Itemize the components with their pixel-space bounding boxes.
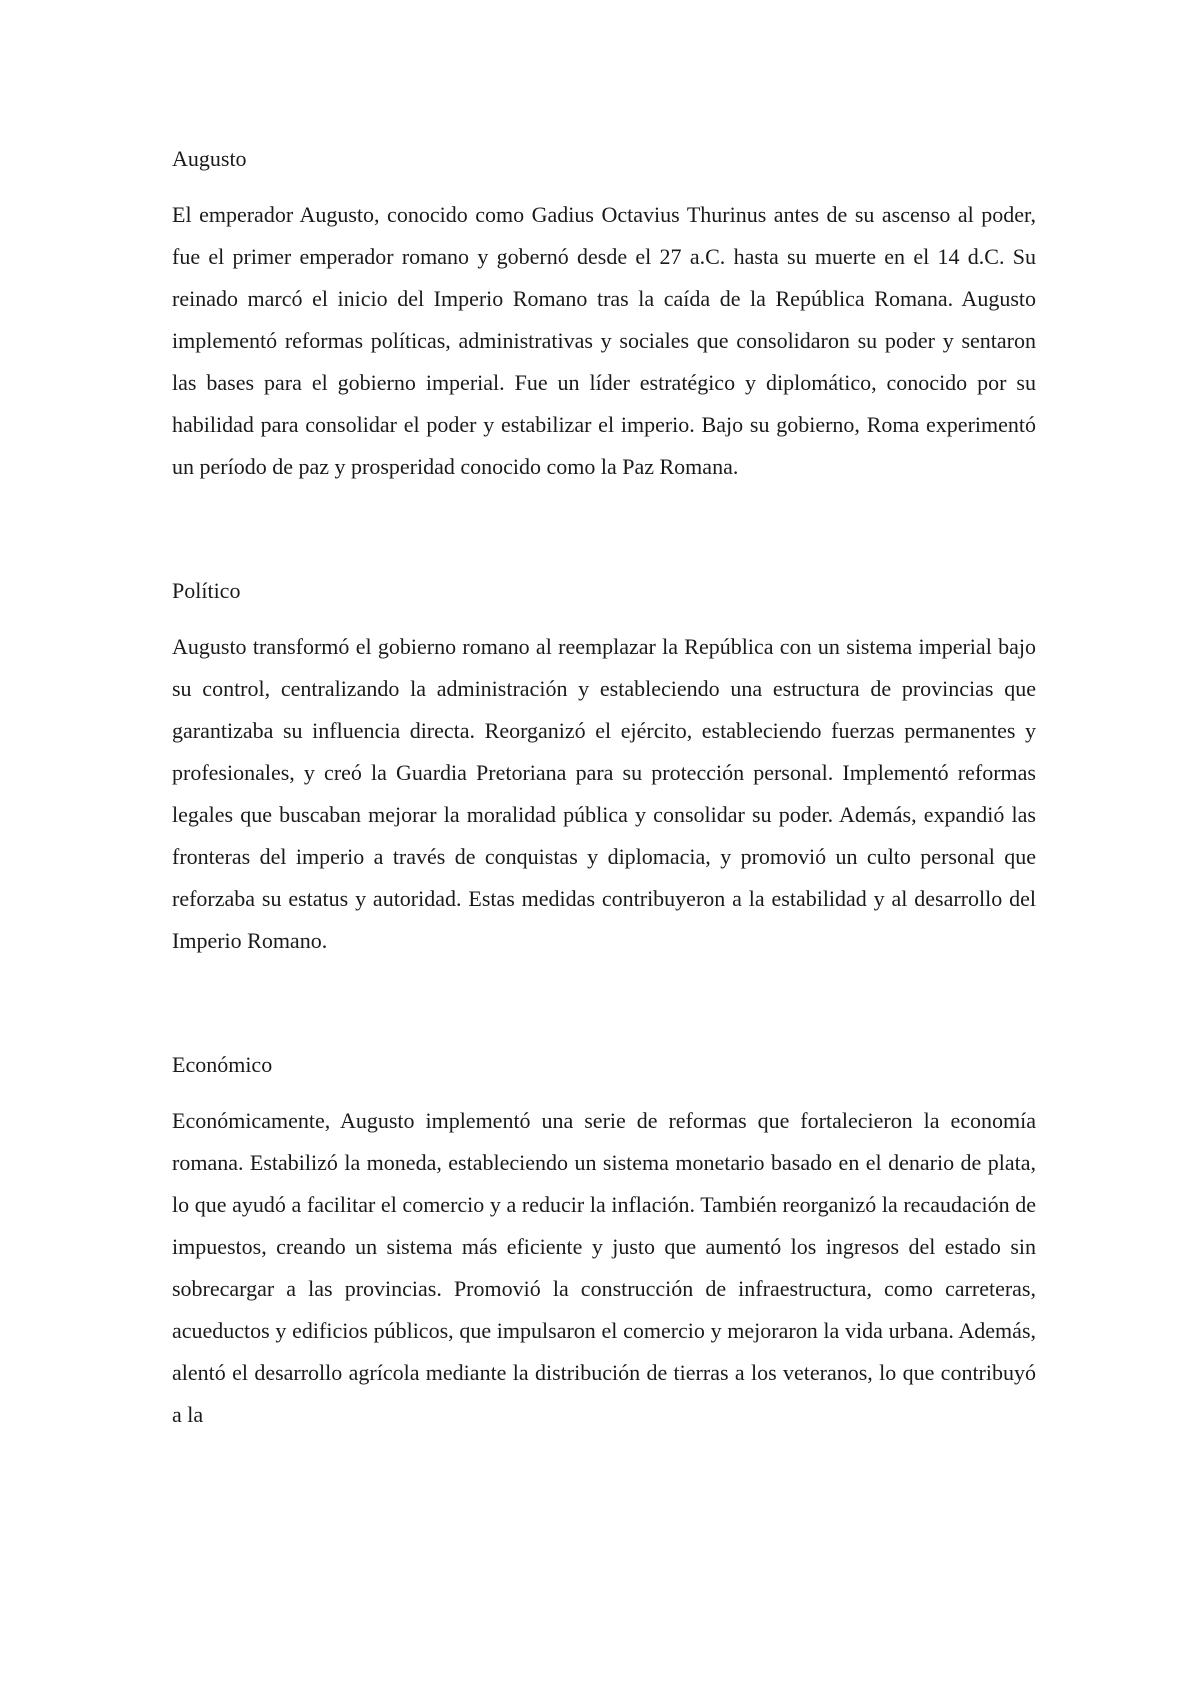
section-augusto [172, 138, 1036, 488]
section-title: Económico [172, 1052, 273, 1077]
section-paragraph: El emperador Augusto, conocido como Gadius Octavius Thurinus antes de su ascenso al poder, fue el primer emperador romano y gobernó desde el 27 a.C. hasta su muerte en el 14 d.C. Su reinado marcó el inicio del Imperio Romano tras la caída de la República Romana. Augusto implementó reformas políticas, administrativas y sociales que consolidaron su poder y sentaron las bases para el gobierno imperial. Fue un líder estratégico y diplomático, conocido por su habilidad para consolidar el poder y estabilizar el imperio. Bajo su gobierno, Roma experimentó un período de paz y prosperidad conocido como la Paz Romana. [172, 202, 1036, 479]
section-title: Augusto [172, 146, 247, 171]
section-paragraph: Augusto transformó el gobierno romano al reemplazar la República con un sistema imperial bajo su control, centralizando la administración y estableciendo una estructura de provincias que garantizaba su influencia directa. Reorganizó el ejército, estableciendo fuerzas permanentes y profesionales, y creó la Guardia Pretoriana para su protección personal. Implementó reformas legales que buscaban mejorar la moralidad pública y consolidar su poder. Además, expandió las fronteras del imperio a través de conquistas y diplomacia, y promovió un culto personal que reforzaba su estatus y autoridad. Estas medidas contribuyeron a la estabilidad y al desarrollo del Imperio Romano. [172, 634, 1036, 953]
document-content [172, 138, 1036, 1436]
section-politico [172, 570, 1036, 962]
section-economico [172, 1044, 1036, 1436]
section-title: Político [172, 578, 241, 603]
section-paragraph: Económicamente, Augusto implementó una serie de reformas que fortalecieron la economía romana. Estabilizó la moneda, estableciendo un sistema monetario basado en el denario de plata, lo que ayudó a facilitar el comercio y a reducir la inflación. También reorganizó la recaudación de impuestos, creando un sistema más eficiente y justo que aumentó los ingresos del estado sin sobrecargar a las provincias. Promovió la construcción de infraestructura, como carreteras, acueductos y edificios públicos, que impulsaron el comercio y mejoraron la vida urbana. Además, alentó el desarrollo agrícola mediante la distribución de tierras a los veteranos, lo que contribuyó a la [172, 1108, 1036, 1427]
